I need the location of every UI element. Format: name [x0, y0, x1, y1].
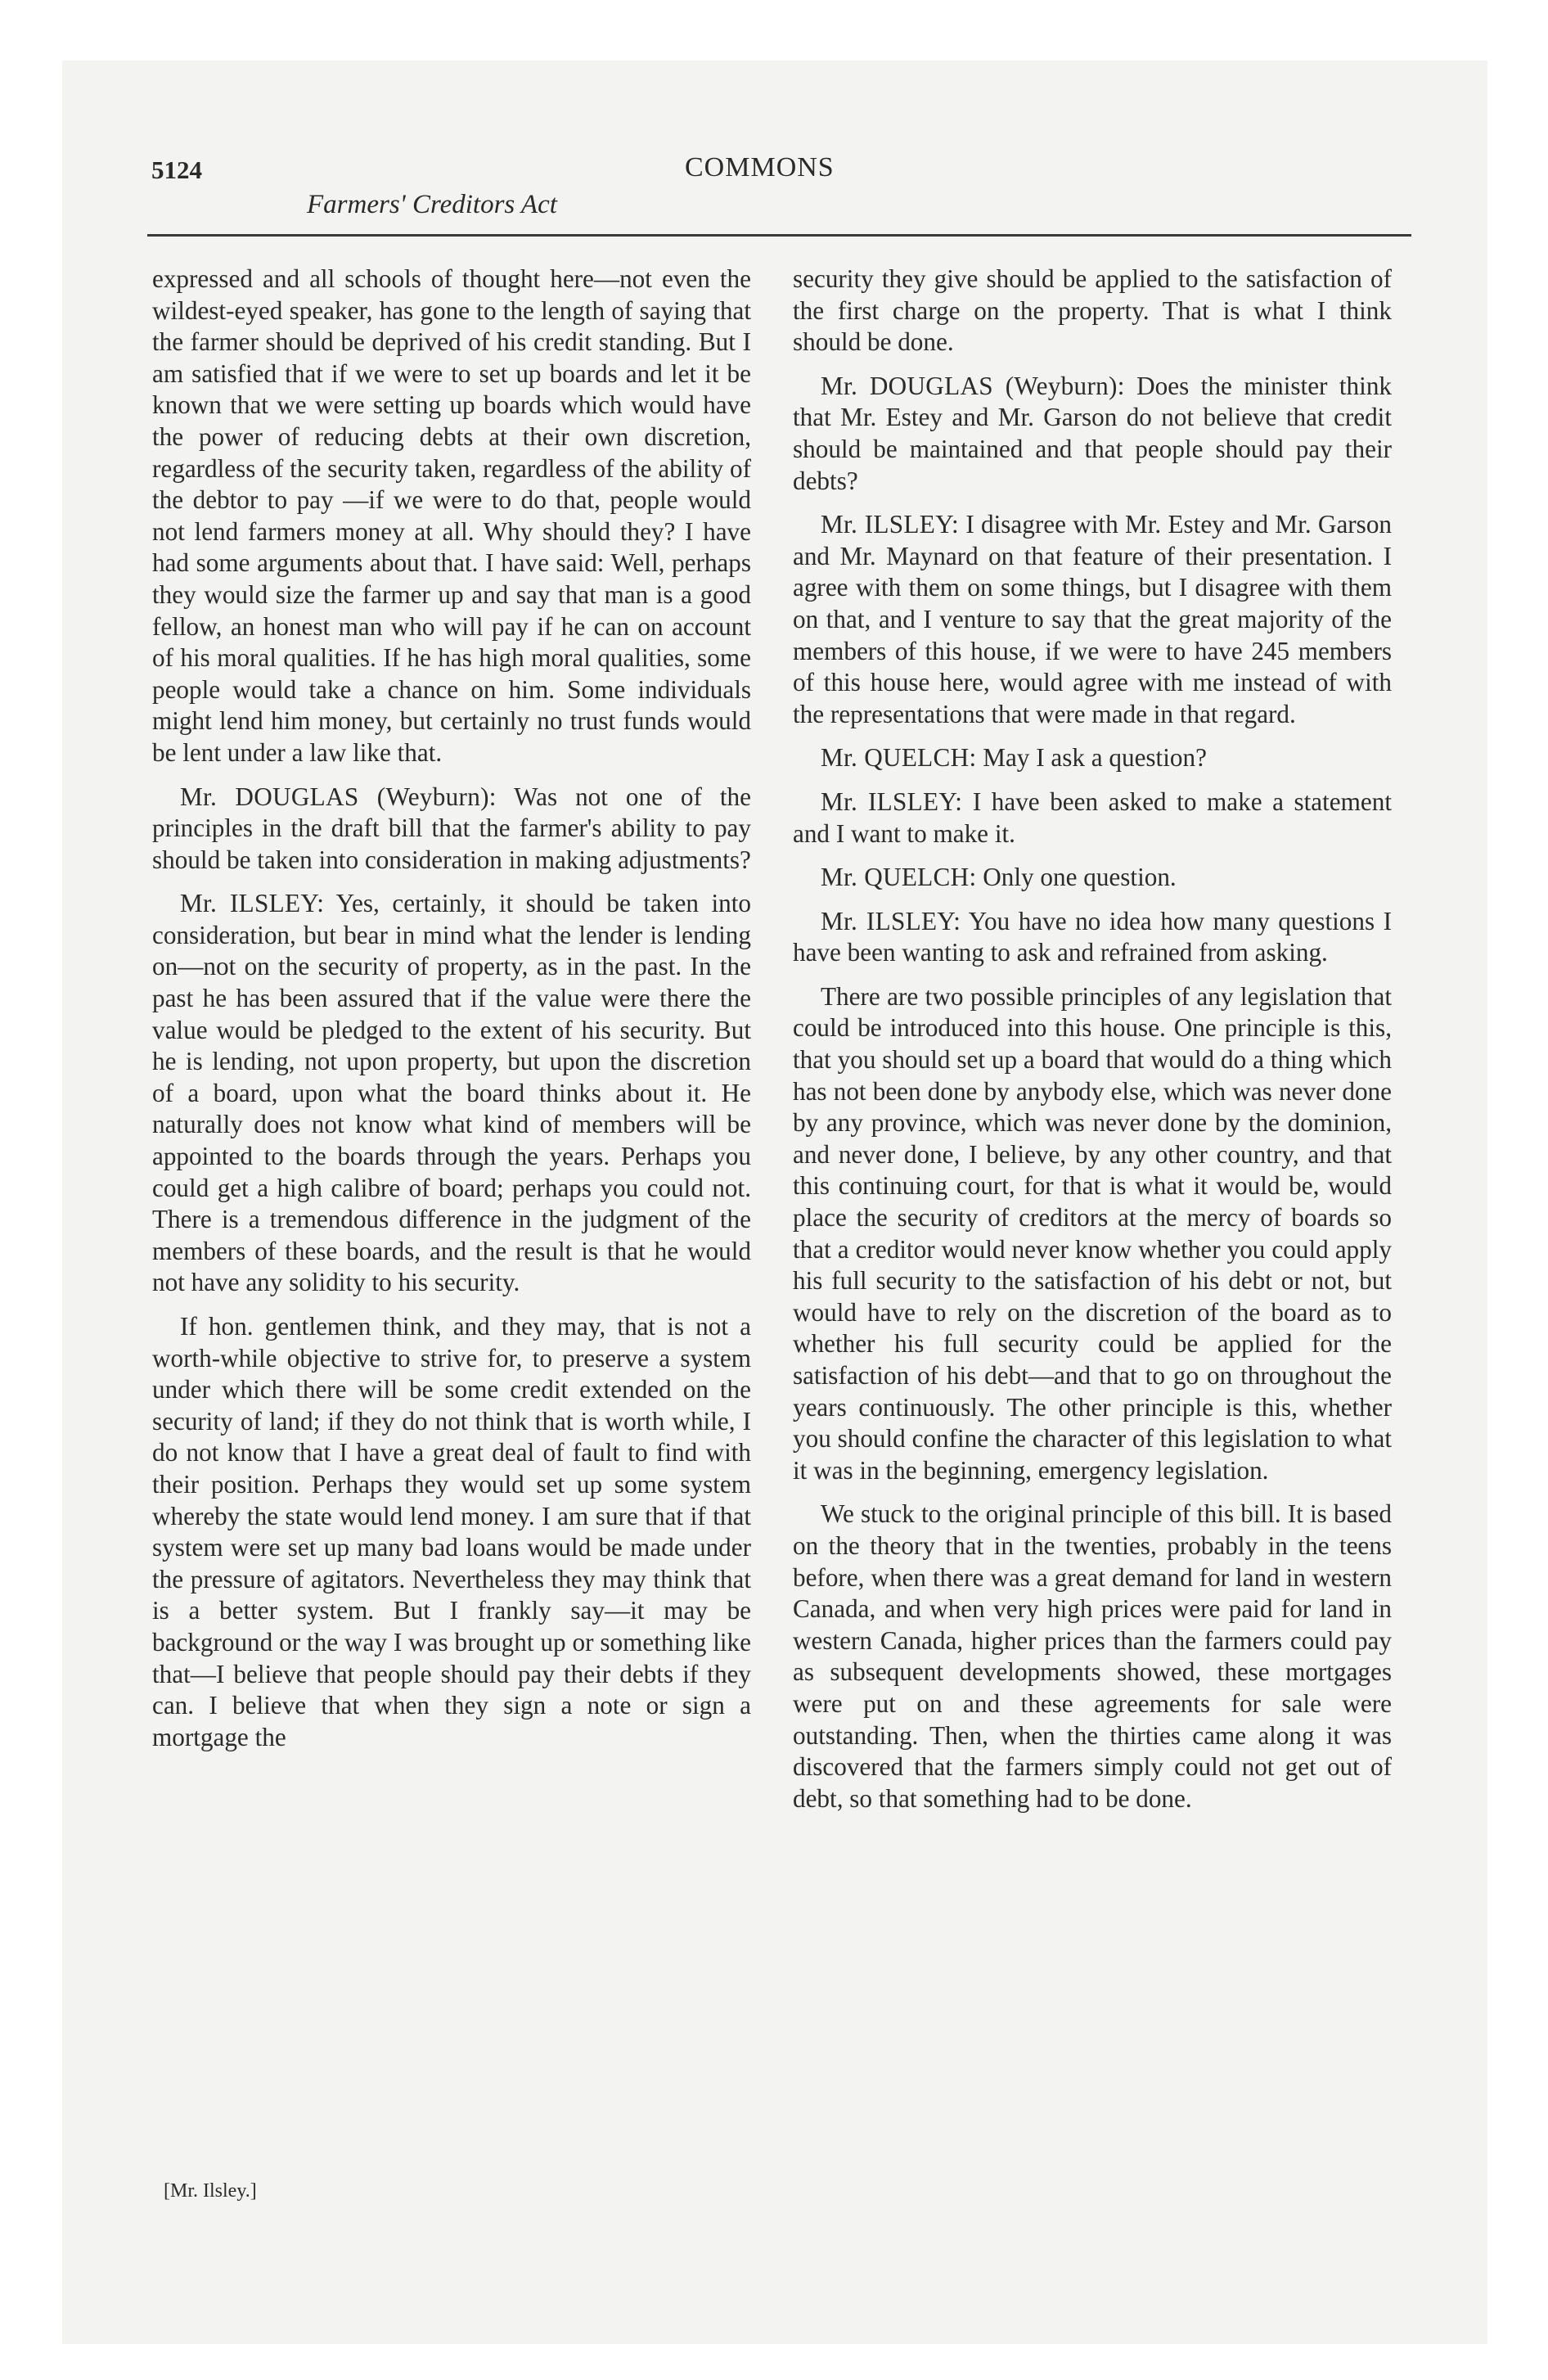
speech-paragraph: [793, 787, 1392, 850]
footer-speaker-tag: [Mr. Ilsley.]: [164, 2180, 257, 2202]
chamber-heading: COMMONS: [685, 152, 835, 183]
speaker-name: Mr. QUELCH:: [821, 743, 977, 773]
speaker-name: Mr. DOUGLAS (Weyburn):: [821, 371, 1125, 400]
speech-text: Only one question.: [983, 863, 1177, 892]
running-title: Farmers' Creditors Act: [307, 190, 557, 219]
header-rule: [147, 234, 1411, 237]
speaker-name: Mr. ILSLEY:: [821, 906, 961, 935]
right-column: [793, 264, 1392, 1827]
speech-text: Does the minister think that Mr. Estey and Mr. Garson do not believe that credit should be maintained and that people should pay their debts?: [793, 371, 1393, 495]
paragraph: There are two possible principles of any legislation that could be introduced into this house. One principle is this, that you should set up a board that would do a thing which has not been done by anybody else, which was never done by any province, which was never done by the dominion, and never done, I believe, by any other country, and that this continuing court, for that is what it would be, would place the security of creditors at the mercy of boards so that a creditor would never know whether you could apply his full security to the satisfaction of his debt or not, but would have to rely on the discretion of the board as to whether his full security could be applied for the satisfaction of his debt—and that to go on throughout the years continuously. The other principle is this, whether you should confine the character of this legislation to what it was in the beginning, emergency legislation.: [793, 981, 1392, 1485]
speaker-name: Mr. ILSLEY:: [821, 510, 960, 539]
speech-paragraph: [793, 862, 1392, 894]
page-number: 5124: [151, 156, 202, 184]
speech-paragraph: [793, 371, 1392, 497]
paragraph: We stuck to the original principle of this bill. It is based on the theory that in the twenties, probably in the teens before, when there was a great demand for land in western Canada, and when very high prices were paid for land in western Canada, higher prices than the farmers could pay as subsequent developments showed, these mortgages were put on and these agreements for sale were outstanding. Then, when the thirties came along it was discovered that the farmers simply could not get out of debt, so that something had to be done.: [793, 1499, 1392, 1813]
speech-paragraph: [152, 782, 751, 877]
speech-text: I disagree with Mr. Estey and Mr. Garson and Mr. Maynard on that feature of their presentation. I agree with them on some things, but I disagree with them on that, and I venture to say that the great majority of the members of this house, if we were to have 245 members of this house here, would agree with me instead of with the representations that were made in that regard.: [793, 510, 1393, 728]
speech-text: You have no idea how many questions I have been wanting to ask and refrained from asking.: [793, 906, 1393, 967]
speech-text: Yes, certainly, it should be taken into consideration, but bear in mind what the lender is lending on—not on the security of property, as in the past. In the past he has been assured that if the value were there the value would be pledged to the extent of his security. But he is lending, not upon property, but upon the discretion of a board, upon what the board thinks about it. He naturally does not know what kind of members will be appointed to the boards through the years. Perhaps you could get a high calibre of board; perhaps you could not. There is a tremendous difference in the judgment of the members of these boards, and the result is that he would not have any solidity to his security.: [152, 889, 752, 1297]
paragraph: If hon. gentlemen think, and they may, that is not a worth-while objective to strive for, to preserve a system under which there will be some credit extended on the security of land; if they do not think that is worth while, I do not know that I have a great deal of fault to find with their position. Perhaps they would set up some system whereby the state would lend money. I am sure that if that system were set up many bad loans would be made under the pressure of agitators. Nevertheless they may think that is a better system. But I frankly say—it may be background or the way I was brought up or something like that—I believe that people should pay their debts if they can. I believe that when they sign a note or sign a mortgage the: [152, 1312, 751, 1751]
paragraph: security they give should be applied to the satisfaction of the first charge on the property. That is what I think should be done.: [793, 264, 1392, 357]
speech-paragraph: [793, 906, 1392, 969]
speaker-name: Mr. DOUGLAS (Weyburn):: [180, 782, 497, 811]
speech-paragraph: [152, 888, 751, 1299]
speaker-name: Mr. ILSLEY:: [821, 787, 963, 816]
speech-text: I have been asked to make a statement and I want to make it.: [793, 787, 1393, 848]
speech-text: Was not one of the principles in the draft bill that the farmer's ability to pay should be taken into consideration in making adjustments?: [152, 782, 751, 874]
speech-text: May I ask a question?: [983, 743, 1207, 773]
speaker-name: Mr. ILSLEY:: [180, 889, 325, 918]
speech-paragraph: [793, 742, 1392, 774]
paragraph: expressed and all schools of thought here—not even the wildest-eyed speaker, has gone to the length of saying that the farmer should be deprived of his credit standing. But I am satisfied that if we were to set up boards and let it be known that we were setting up boards which would have the power of reducing debts at their own discretion, regardless of the security taken, regardless of the ability of the debtor to pay —if we were to do that, people would not lend farmers money at all. Why should they? I have had some arguments about that. I have said: Well, perhaps they would size the farmer up and say that man is a good fellow, an honest man who will pay if he can on account of his moral qualities. If he has high moral qualities, some people would take a chance on him. Some individuals might lend him money, but certainly no trust funds would be lent under a law like that.: [152, 264, 751, 767]
speaker-name: Mr. QUELCH:: [821, 863, 977, 892]
left-column: [152, 264, 751, 1765]
speech-paragraph: [793, 509, 1392, 730]
